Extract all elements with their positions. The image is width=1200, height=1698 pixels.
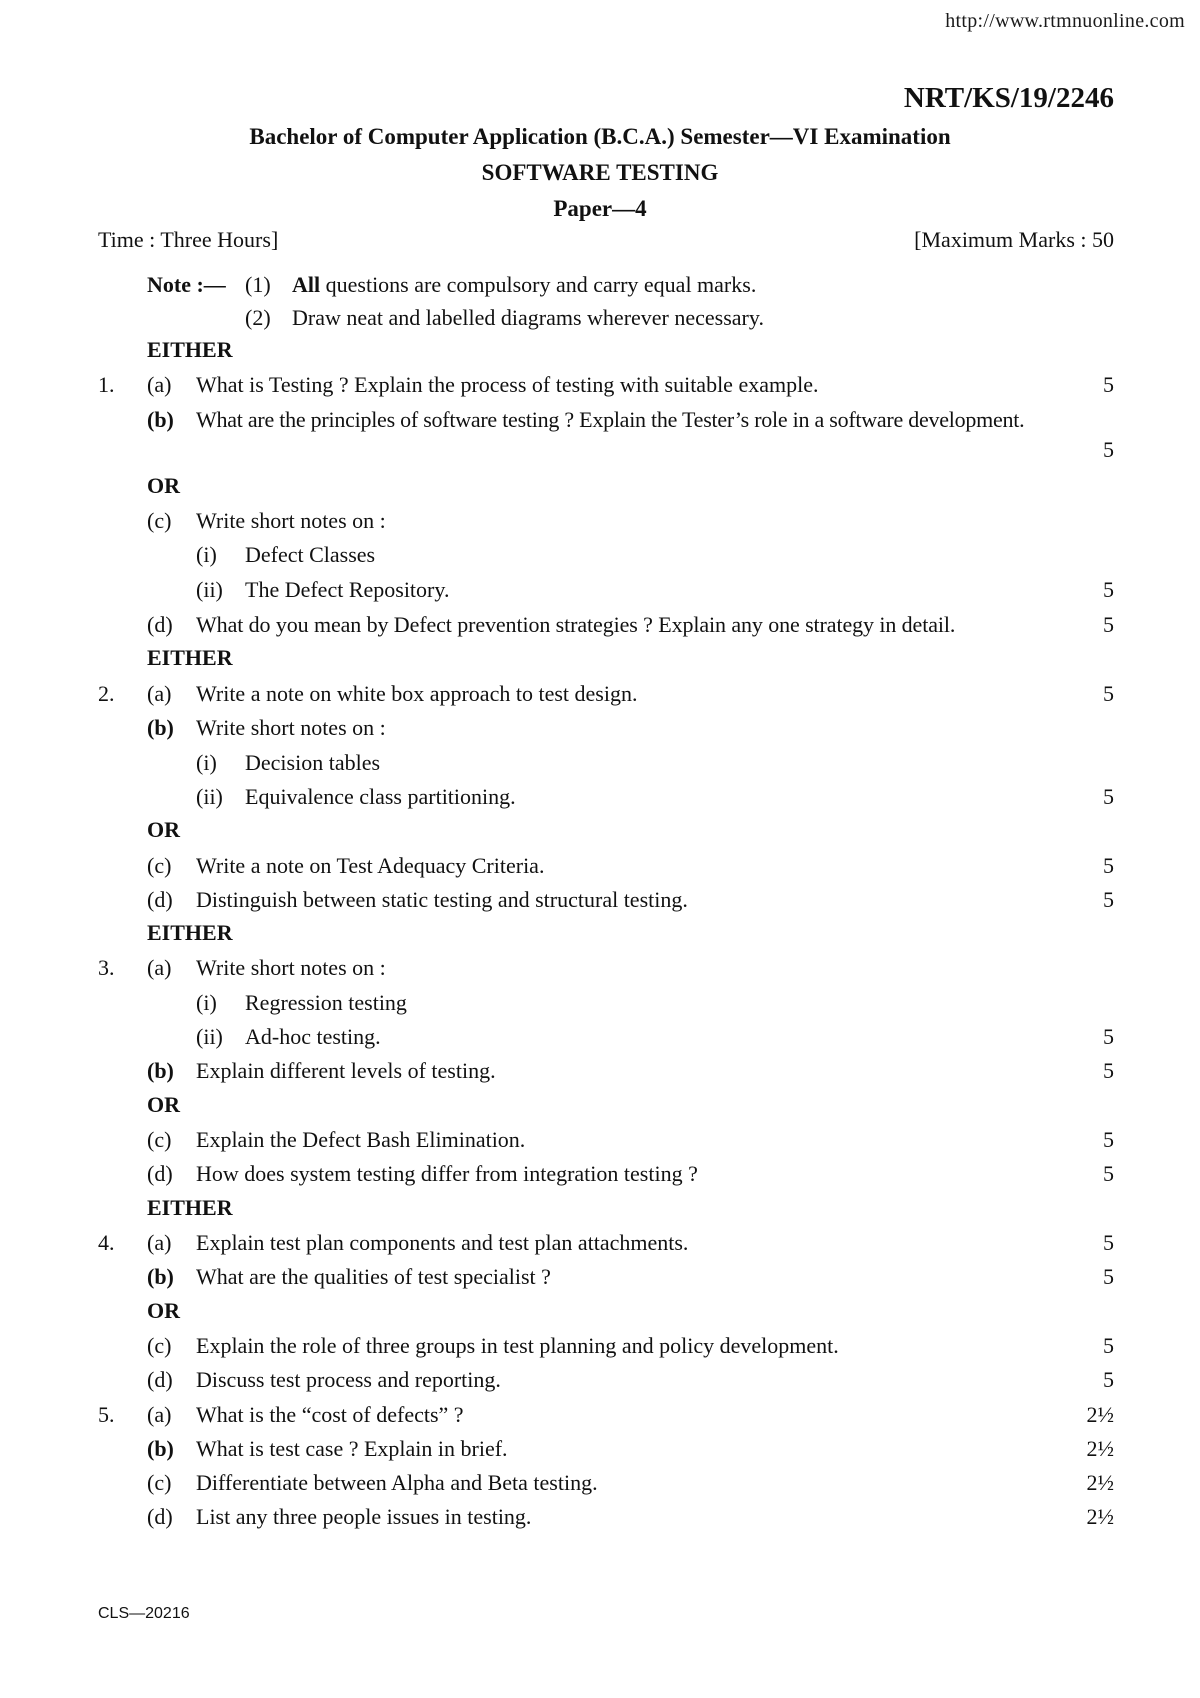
question-text: Differentiate between Alpha and Beta testing. [196, 1470, 598, 1495]
question-text: What is Testing ? Explain the process of testing with suitable example. [196, 372, 819, 397]
question-number: 4. [98, 1230, 115, 1255]
marks: 2½ [1086, 1436, 1114, 1461]
part-label: (c) [147, 1127, 172, 1152]
part-label: (d) [147, 1367, 173, 1392]
note-item-number: (1) [245, 272, 271, 297]
marks: 5 [1103, 1264, 1114, 1289]
subpart-label: (ii) [196, 784, 223, 809]
question-text: Distinguish between static testing and structural testing. [196, 887, 688, 912]
part-label: (a) [147, 955, 172, 980]
or-label: OR [147, 1298, 180, 1323]
subpart-label: (ii) [196, 1024, 223, 1049]
part-label: (b) [147, 407, 174, 432]
exam-time: Time : Three Hours] [98, 227, 279, 252]
subject-title: SOFTWARE TESTING [481, 160, 719, 185]
marks: 5 [1103, 372, 1114, 397]
note-label: Note :— [147, 272, 226, 297]
marks: 2½ [1086, 1470, 1114, 1495]
question-number: 5. [98, 1402, 115, 1427]
marks: 2½ [1086, 1402, 1114, 1427]
either-label: EITHER [147, 920, 233, 945]
or-label: OR [147, 1092, 180, 1117]
note-item-text [292, 272, 756, 298]
question-number: 2. [98, 681, 115, 706]
or-label: OR [147, 473, 180, 498]
question-text: Explain the role of three groups in test planning and policy development. [196, 1333, 839, 1358]
marks: 5 [1103, 437, 1114, 462]
paper-number: Paper—4 [553, 196, 647, 221]
marks: 5 [1103, 784, 1114, 809]
part-label: (c) [147, 508, 172, 533]
marks: 5 [1103, 577, 1114, 602]
source-url[interactable]: http://www.rtmnuonline.com [945, 10, 1185, 32]
part-label: (c) [147, 1333, 172, 1358]
part-label: (a) [147, 1230, 172, 1255]
subpart-text: Regression testing [245, 990, 407, 1015]
marks: 5 [1103, 1333, 1114, 1358]
question-text: Write short notes on : [196, 955, 386, 980]
question-text: Write short notes on : [196, 508, 386, 533]
part-label: (b) [147, 1058, 174, 1083]
either-label: EITHER [147, 645, 233, 670]
marks: 5 [1103, 1367, 1114, 1392]
marks: 5 [1103, 1230, 1114, 1255]
question-text: What do you mean by Defect prevention strategies ? Explain any one strategy in detail. [196, 612, 956, 637]
part-label: (b) [147, 1436, 174, 1461]
subpart-text: Equivalence class partitioning. [245, 784, 516, 809]
paper-code: NRT/KS/19/2246 [903, 82, 1114, 114]
or-label: OR [147, 817, 180, 842]
question-text: How does system testing differ from integration testing ? [196, 1161, 698, 1186]
part-label: (d) [147, 1504, 173, 1529]
question-text: Explain test plan components and test plan attachments. [196, 1230, 689, 1255]
question-text: What is the “cost of defects” ? [196, 1402, 464, 1427]
note-item-number: (2) [245, 305, 271, 330]
question-text: Explain different levels of testing. [196, 1058, 496, 1083]
marks: 2½ [1086, 1504, 1114, 1529]
marks: 5 [1103, 1024, 1114, 1049]
note-item-text: Draw neat and labelled diagrams wherever necessary. [292, 305, 764, 330]
marks: 5 [1103, 681, 1114, 706]
marks: 5 [1103, 1127, 1114, 1152]
marks: 5 [1103, 853, 1114, 878]
subpart-text: Defect Classes [245, 542, 376, 567]
question-number: 3. [98, 955, 115, 980]
subpart-text: Ad-hoc testing. [245, 1024, 381, 1049]
question-text: Write a note on white box approach to test design. [196, 681, 638, 706]
part-label: (d) [147, 612, 173, 637]
question-number: 1. [98, 372, 115, 397]
question-text: List any three people issues in testing. [196, 1504, 532, 1529]
maximum-marks: [Maximum Marks : 50 [914, 227, 1114, 252]
subpart-text: The Defect Repository. [245, 577, 450, 602]
question-text: Write a note on Test Adequacy Criteria. [196, 853, 545, 878]
subpart-label: (i) [196, 542, 217, 567]
part-label: (c) [147, 853, 172, 878]
question-text: Discuss test process and reporting. [196, 1367, 501, 1392]
part-label: (c) [147, 1470, 172, 1495]
part-label: (b) [147, 715, 174, 740]
either-label: EITHER [147, 337, 233, 362]
part-label: (a) [147, 681, 172, 706]
footer-code: CLS—20216 [98, 1605, 190, 1622]
question-text: What are the qualities of test specialist ? [196, 1264, 551, 1289]
note-item-emphasis: All [292, 272, 321, 297]
subpart-label: (i) [196, 990, 217, 1015]
marks: 5 [1103, 612, 1114, 637]
question-text: What is test case ? Explain in brief. [196, 1436, 508, 1461]
either-label: EITHER [147, 1195, 233, 1220]
subpart-label: (i) [196, 750, 217, 775]
subpart-text: Decision tables [245, 750, 381, 775]
question-text: What are the principles of software testing ? Explain the Tester’s role in a software development. [196, 407, 1025, 432]
part-label: (a) [147, 1402, 172, 1427]
part-label: (d) [147, 1161, 173, 1186]
marks: 5 [1103, 1161, 1114, 1186]
marks: 5 [1103, 887, 1114, 912]
note-item-rest: questions are compulsory and carry equal marks. [320, 272, 757, 297]
question-text: Write short notes on : [196, 715, 386, 740]
part-label: (d) [147, 887, 173, 912]
question-text: Explain the Defect Bash Elimination. [196, 1127, 526, 1152]
part-label: (b) [147, 1264, 174, 1289]
part-label: (a) [147, 372, 172, 397]
subpart-label: (ii) [196, 577, 223, 602]
course-title: Bachelor of Computer Application (B.C.A.) Semester—VI Examination [249, 124, 951, 149]
marks: 5 [1103, 1058, 1114, 1083]
